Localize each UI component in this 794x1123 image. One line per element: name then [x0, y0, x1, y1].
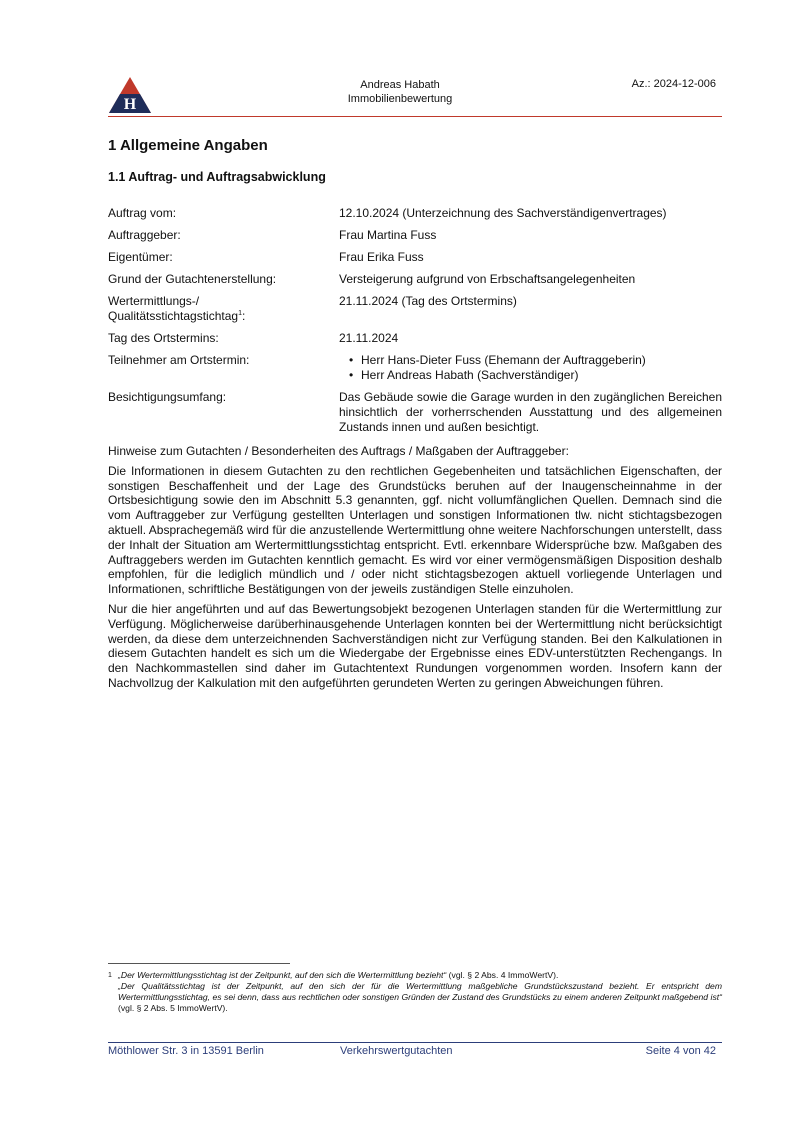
- notes-paragraph: Die Informationen in diesem Gutachten zu den rechtlichen Gegebenheiten und tatsächlichen Eigenschaften, der sonstigen Beschaffenheit und der Lage des Grundstücks beruhen auf der Inaugenscheinnahme in der Ortsbesichtigung sowie den im Abschnitt 5.3 genannten, ggf. nicht vollumfänglichen Quellen. Demnach sind die vom Auftraggeber zur Verfügung gestellten Unterlagen und sonstigen Informationen tlw. nicht stichtagsbezogen aktuell. Absprachegemäß wird für die anzustellende Wertermittlung ohne weitere Nachforschungen unterstellt, dass der Inhalt der Situation am Wertermittlungsstichtag entspricht. Evtl. erkennbare Widersprüche bzw. Maßgaben des Auftraggebers werden im Gutachten kenntlich gemacht. Es wird vor einer vermögensmäßigen Disposition deshalb empfohlen, für die lediglich mündlich und / oder nicht stichtagsbezogen aktuell vorliegende Unterlagen und Informationen, schriftliche Bestätigungen von der jeweils zuständigen Stelle einzuholen.: [108, 463, 722, 597]
- notes-section: [108, 444, 722, 696]
- footnote-divider: [108, 963, 290, 964]
- footnote-quote: „Der Wertermittlungsstichtag ist der Zeitpunkt, auf den sich die Wertermittlung bezieht“: [118, 970, 447, 980]
- fact-label: Eigentümer:: [108, 250, 173, 264]
- company-name: Andreas Habath: [360, 79, 440, 91]
- footer-divider: [108, 1042, 722, 1043]
- file-reference: Az.: 2024-12-006: [631, 78, 716, 90]
- company-logo: [108, 76, 152, 114]
- footnote-ref[interactable]: 1: [238, 310, 242, 317]
- company-subtitle: Immobilienbewertung: [347, 93, 453, 105]
- fact-row: [108, 206, 722, 221]
- fact-label-line1: Wertermittlungs-/: [108, 294, 200, 308]
- fact-row: [108, 272, 722, 287]
- fact-label: Auftraggeber:: [108, 228, 181, 242]
- fact-value: Frau Martina Fuss: [339, 228, 437, 242]
- footnote-reference: (vgl. § 2 Abs. 4 ImmoWertV).: [446, 970, 559, 980]
- fact-label: Tag des Ortstermins:: [108, 331, 219, 345]
- list-item: • Herr Hans-Dieter Fuss (Ehemann der Auftraggeberin): [351, 353, 722, 368]
- footnote-line: [108, 981, 722, 1014]
- fact-value: [339, 353, 722, 383]
- fact-value: Frau Erika Fuss: [339, 250, 424, 264]
- fact-label: Besichtigungsumfang:: [108, 390, 227, 404]
- fact-row: [108, 390, 722, 435]
- footnote-reference: (vgl. § 2 Abs. 5 ImmoWertV).: [118, 1003, 228, 1013]
- fact-row: [108, 353, 722, 383]
- logo-letter: H: [123, 96, 137, 113]
- fact-label: [108, 294, 339, 324]
- fact-label-colon: :: [241, 309, 246, 323]
- subsection-heading: 1.1 Auftrag- und Auftragsabwicklung: [108, 170, 326, 184]
- fact-label: Grund der Gutachtenerstellung:: [108, 272, 277, 286]
- header-divider: [108, 116, 722, 117]
- fact-row: [108, 331, 722, 346]
- order-details: [108, 206, 722, 442]
- footer-address: Möthlower Str. 3 in 13591 Berlin: [108, 1045, 264, 1057]
- fact-value: 21.11.2024: [339, 331, 399, 345]
- footnote: [108, 970, 722, 1014]
- fact-value: Versteigerung aufgrund von Erbschaftsangelegenheiten: [339, 272, 636, 286]
- fact-value: 21.11.2024 (Tag des Ortstermins): [339, 294, 517, 308]
- footnote-line: [108, 970, 722, 981]
- fact-row: [108, 228, 722, 243]
- notes-heading: Hinweise zum Gutachten / Besonderheiten des Auftrags / Maßgaben der Auftraggeber:: [108, 444, 569, 458]
- fact-label: Auftrag vom:: [108, 206, 177, 220]
- fact-value: 12.10.2024 (Unterzeichnung des Sachverständigenvertrages): [339, 206, 667, 220]
- header-company: [300, 78, 500, 106]
- participant-list: [339, 353, 722, 383]
- section-heading: 1 Allgemeine Angaben: [108, 137, 268, 154]
- footnote-number: 1: [108, 972, 112, 979]
- fact-row: [108, 250, 722, 265]
- footer-doc-type: Verkehrswertgutachten: [340, 1045, 453, 1057]
- fact-label: Teilnehmer am Ortstermin:: [108, 353, 250, 367]
- footnote-quote: „Der Qualitätsstichtag ist der Zeitpunkt, auf den sich der für die Wertermittlung maßgebliche Grundstückszustand bezieht. Er entspricht dem Wertermittlungsstichtag, es sei denn, dass aus rechtlichen oder sonstigen Gründen der Zustand des Grundstücks zu einem anderen Zeitpunkt maßgebend ist“: [118, 981, 722, 1002]
- notes-paragraph: Nur die hier angeführten und auf das Bewertungsobjekt bezogenen Unterlagen standen für die Wertermittlung zur Verfügung. Möglicherweise darüberhinausgehende Unterlagen konnten bei der Wertermittlung nicht berücksichtigt werden, da diese dem unterzeichnenden Sachverständigen nicht zur Verfügung standen. Bei den Kalkulationen in diesem Gutachten handelt es sich um die Wiedergabe der Ergebnisse eines EDV-unterstützten Rechengangs. In den Nachkommastellen sind daher im Gutachtentext Rundungen vorgenommen worden. Insofern kann der Nachvollzug der Kalkulation mit den aufgeführten gerundeten Werten zu geringen Abweichungen führen.: [108, 601, 722, 690]
- fact-label-line2: Qualitätsstichtagstichtag: [108, 309, 239, 323]
- fact-value: Das Gebäude sowie die Garage wurden in den zugänglichen Bereichen hinsichtlich der vorherrschenden Ausstattung und des allgemeinen Zustands innen und außen besichtigt.: [339, 390, 722, 434]
- page-number: Seite 4 von 42: [645, 1045, 716, 1057]
- fact-row: [108, 294, 722, 324]
- list-item: • Herr Andreas Habath (Sachverständiger): [351, 368, 722, 383]
